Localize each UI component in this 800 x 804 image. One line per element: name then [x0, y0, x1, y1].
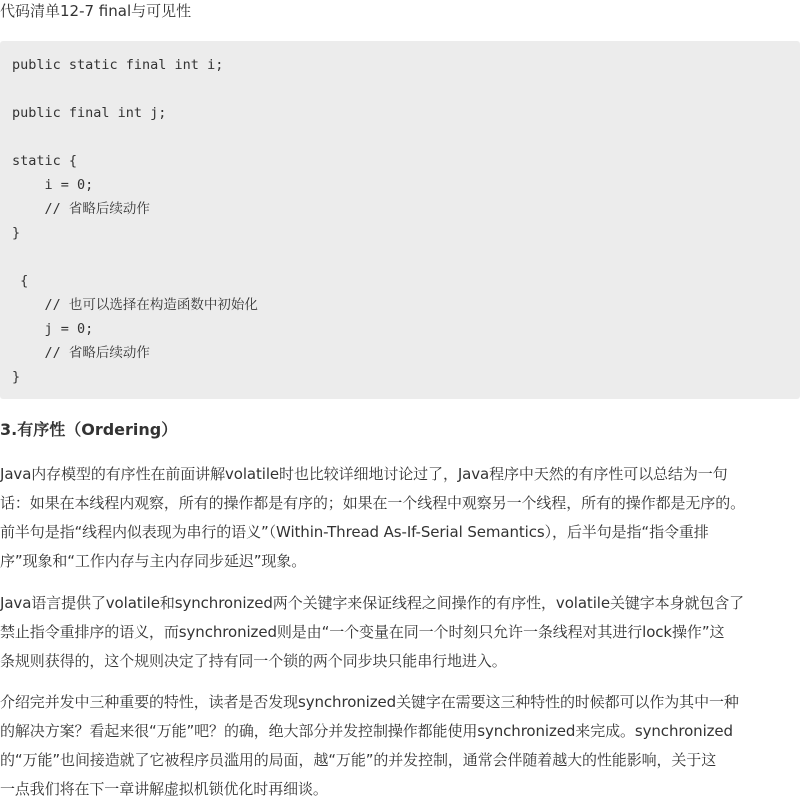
paragraph-ordering-intro	[0, 460, 800, 576]
code-line: }	[12, 225, 21, 241]
code-line: j = 0;	[12, 321, 94, 337]
paragraph-line: Java内存模型的有序性在前面讲解volatile时也比较详细地讨论过了，Java程序中天然的有序性可以总结为一句	[0, 465, 728, 483]
paragraph-line: Java语言提供了volatile和synchronized两个关键字来保证线程之间操作的有序性，volatile关键字本身就包含了	[0, 594, 745, 612]
paragraph-line: 话：如果在本线程内观察，所有的操作都是有序的；如果在一个线程中观察另一个线程，所有的操作都是无序的。	[0, 494, 746, 512]
code-line: // 省略后续动作	[12, 201, 150, 217]
code-line: // 也可以选择在构造函数中初始化	[12, 297, 258, 313]
paragraph-line: 的“万能”也间接造就了它被程序员滥用的局面，越“万能”的并发控制，通常会伴随着越大的性能影响，关于这	[0, 751, 717, 769]
code-line: {	[12, 273, 29, 289]
code-line: public static final int i;	[12, 57, 224, 73]
code-line: public final int j;	[12, 105, 167, 121]
code-line	[12, 125, 800, 149]
paragraph-line: 序”现象和“工作内存与主内存同步延迟”现象。	[0, 552, 307, 570]
code-line: }	[12, 369, 21, 385]
code-line: // 省略后续动作	[12, 345, 150, 361]
paragraph-line: 介绍完并发中三种重要的特性，读者是否发现synchronized关键字在需要这三种特性的时候都可以作为其中一种	[0, 693, 739, 711]
paragraph-line: 的解决方案？看起来很“万能”吧？的确，绝大部分并发控制操作都能使用synchronized来完成。synchronized	[0, 722, 733, 740]
paragraph-line: 一点我们将在下一章讲解虚拟机锁优化时再细谈。	[0, 780, 328, 798]
code-line: static {	[12, 153, 78, 169]
code-line: i = 0;	[12, 177, 94, 193]
paragraph-line: 前半句是指“线程内似表现为串行的语义”（Within-Thread As-If-Serial Semantics），后半句是指“指令重排	[0, 523, 709, 541]
paragraph-line: 禁止指令重排序的语义，而synchronized则是由“一个变量在同一个时刻只允许一条线程对其进行lock操作”这	[0, 623, 725, 641]
code-line	[12, 245, 800, 269]
paragraph-keywords	[0, 589, 800, 676]
paragraph-line: 条规则获得的，这个规则决定了持有同一个锁的两个同步块只能串行地进入。	[0, 652, 507, 670]
code-listing-caption: 代码清单12-7 final与可见性	[0, 2, 192, 20]
section-heading: 3.有序性（Ordering）	[0, 420, 178, 439]
paragraph-summary	[0, 688, 800, 804]
code-line	[12, 77, 800, 101]
code-block	[0, 41, 800, 399]
